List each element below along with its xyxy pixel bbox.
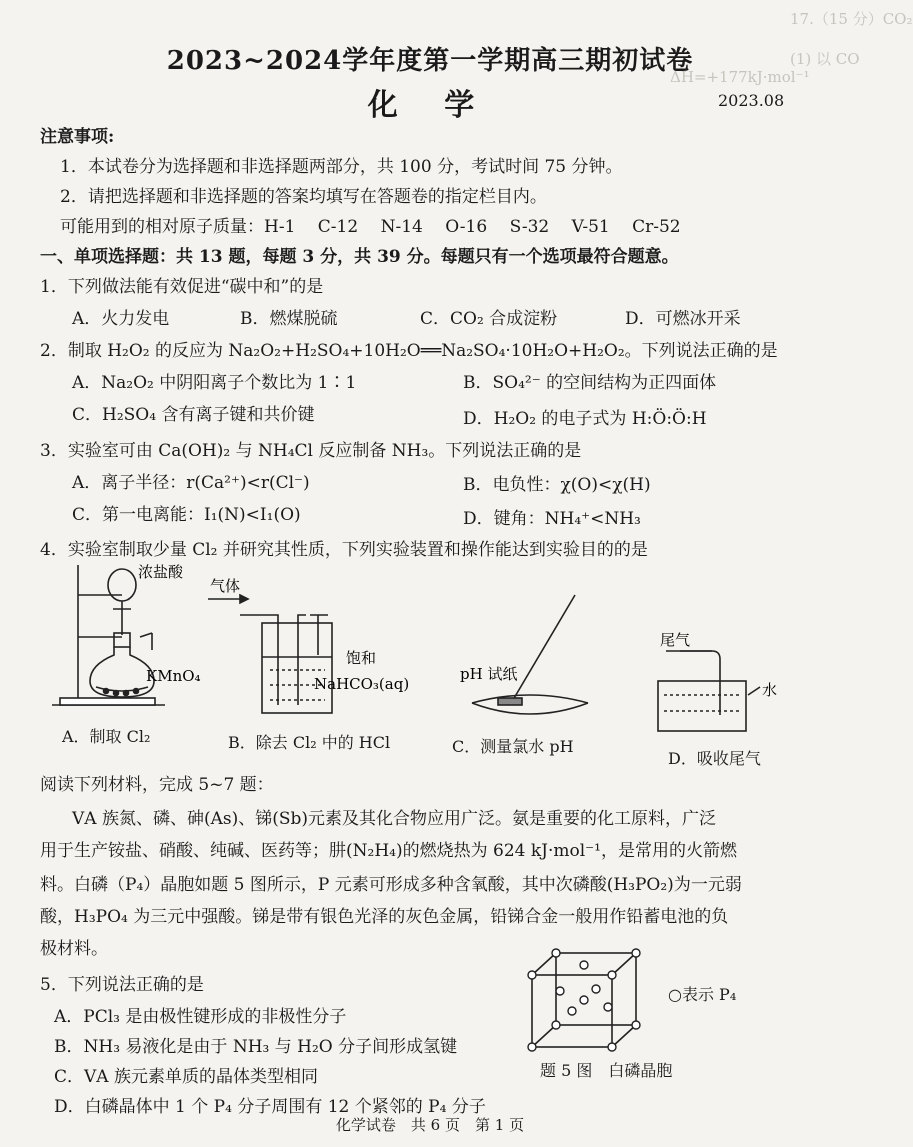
- question-stem: 1．下列做法能有效促进“碳中和”的是: [40, 277, 324, 297]
- figure-caption: 题 5 图 白磷晶胞: [540, 1061, 673, 1080]
- reading-line: ⅤA 族氮、磷、砷(As)、锑(Sb)元素及其化合物应用广泛。氨是重要的化工原料，广泛: [72, 809, 717, 829]
- label-nahco3: NaHCO₃(aq): [314, 675, 410, 693]
- option-d: D．白磷晶体中 1 个 P₄ 分子周围有 12 个紧邻的 P₄ 分子: [54, 1097, 486, 1117]
- option-d: D．键角：NH₄⁺<NH₃: [463, 509, 641, 529]
- reading-intro: 阅读下列材料，完成 5~7 题：: [40, 775, 274, 795]
- reading-line: 用于生产铵盐、硝酸、纯碱、医药等；肼(N₂H₄)的燃烧热为 624 kJ·mol⁻¹，是常用的火箭燃: [40, 841, 737, 861]
- apparatus-b: [208, 595, 332, 713]
- option-a: A．制取 Cl₂: [62, 727, 151, 746]
- option-a: A．离子半径：r(Ca²⁺)<r(Cl⁻): [72, 473, 310, 493]
- label-saturated: 饱和: [346, 649, 377, 667]
- option-c: C．第一电离能：I₁(N)<I₁(O): [72, 505, 301, 525]
- page-footer: 化学试卷 共 6 页 第 1 页: [335, 1116, 525, 1134]
- reading-line: 料。白磷（P₄）晶胞如题 5 图所示，P 元素可形成多种含氧酸，其中次磷酸(H₃PO₂)为一元弱: [40, 875, 742, 895]
- bleed-through-text: (1) 以 CO: [790, 50, 860, 68]
- option-b: B．SO₄²⁻ 的空间结构为正四面体: [463, 373, 717, 393]
- option-a: A．火力发电: [72, 309, 170, 329]
- reading-line: 极材料。: [40, 939, 108, 959]
- unit-cell-legend: ○表示 P₄: [668, 985, 737, 1004]
- subject-title: 化 学: [367, 88, 493, 123]
- option-c: C．CO₂ 合成淀粉: [420, 309, 558, 329]
- option-d: D．H₂O₂ 的电子式为 H:Ö:Ö:H: [463, 409, 707, 429]
- option-a: A．PCl₃ 是由极性键形成的非极性分子: [54, 1007, 347, 1027]
- apparatus-c: [472, 595, 588, 714]
- apparatus-d: [658, 645, 760, 731]
- white-phosphorus-unit-cell: [520, 945, 650, 1055]
- option-d: D．可燃冰开采: [625, 309, 741, 329]
- label-ph-paper: pH 试纸: [460, 665, 518, 683]
- bleed-through-text: 17.（15 分）CO₂: [790, 10, 913, 28]
- option-c: C．ⅤA 族元素单质的晶体类型相同: [54, 1067, 318, 1087]
- option-b: B．电负性：χ(O)<χ(H): [463, 475, 651, 495]
- option-d: D．吸收尾气: [668, 749, 761, 768]
- question-stem: 3．实验室可由 Ca(OH)₂ 与 NH₄Cl 反应制备 NH₃。下列说法正确的是: [40, 441, 582, 461]
- apparatus-figure: [40, 555, 820, 735]
- option-b: B．燃煤脱硫: [240, 309, 338, 329]
- exam-title: 2023~2024学年度第一学期高三期初试卷: [166, 46, 694, 76]
- label-kmno4: KMnO₄: [146, 667, 201, 685]
- section-heading: 一、单项选择题：共 13 题，每题 3 分，共 39 分。每题只有一个选项最符合题意。: [40, 247, 679, 267]
- label-gas: 气体: [210, 577, 241, 595]
- notice-heading: 注意事项:: [40, 127, 115, 147]
- option-b: B．NH₃ 易液化是由于 NH₃ 与 H₂O 分子间形成氢键: [54, 1037, 458, 1057]
- question-stem: 2．制取 H₂O₂ 的反应为 Na₂O₂+H₂SO₄+10H₂O══Na₂SO₄·10H₂O+H₂O₂。下列说法正确的是: [40, 341, 778, 361]
- question-stem: 4．实验室制取少量 Cl₂ 并研究其性质，下列实验装置和操作能达到实验目的的是: [40, 540, 648, 560]
- label-tail-gas: 尾气: [660, 631, 691, 649]
- notice-item: 1．本试卷分为选择题和非选择题两部分，共 100 分，考试时间 75 分钟。: [60, 157, 623, 177]
- reading-line: 酸，H₃PO₄ 为三元中强酸。锑是带有银色光泽的灰色金属，铅锑合金一般用作铅蓄电池的负: [40, 907, 729, 927]
- option-a: A．Na₂O₂ 中阴阳离子个数比为 1∶1: [72, 373, 357, 393]
- option-c: C．测量氯水 pH: [452, 737, 574, 756]
- label-water: 水: [762, 681, 778, 699]
- atomic-mass-line: 可能用到的相对原子质量：H-1 C-12 N-14 O-16 S-32 V-51 Cr-52: [60, 217, 681, 237]
- question-stem: 5．下列说法正确的是: [40, 975, 204, 995]
- option-c: C．H₂SO₄ 含有离子键和共价键: [72, 405, 315, 425]
- option-b: B．除去 Cl₂ 中的 HCl: [228, 733, 391, 752]
- bleed-through-text: ΔH=+177kJ·mol⁻¹: [670, 68, 810, 86]
- notice-item: 2．请把选择题和非选择题的答案均填写在答题卷的指定栏目内。: [60, 187, 547, 207]
- exam-date: 2023.08: [718, 91, 785, 110]
- label-conc-hcl: 浓盐酸: [138, 563, 184, 581]
